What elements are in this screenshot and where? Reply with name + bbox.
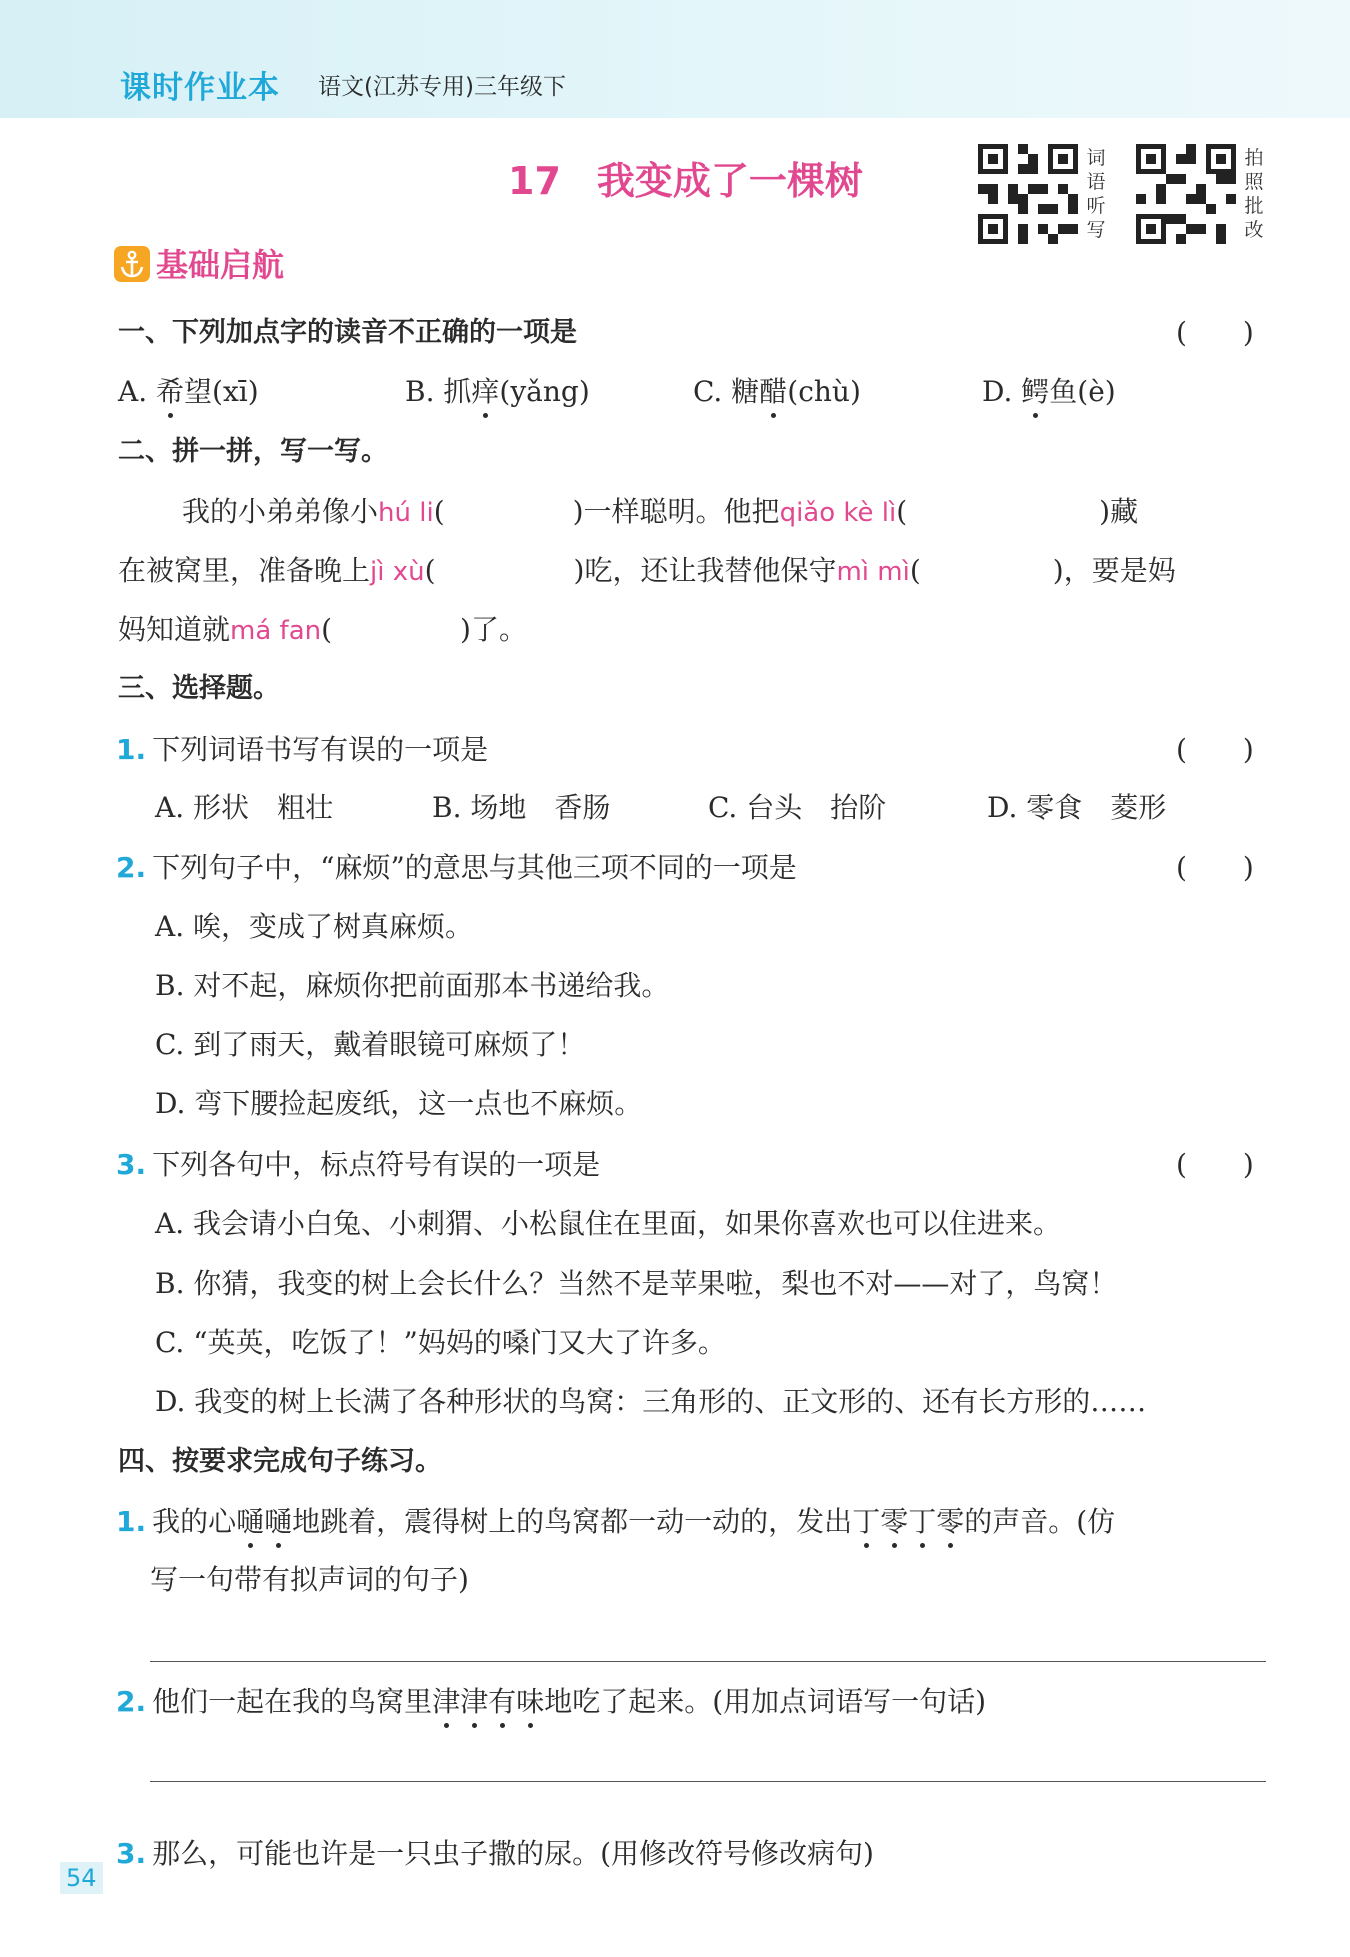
q3-item-1-option-c: C. 台头 抬阶 <box>708 791 887 824</box>
q4-heading: 四、按要求完成句子练习。 <box>118 1446 442 1477</box>
emphasis-char: 嗵 <box>236 1502 264 1542</box>
qr-label-dictation: 词 语 听 写 <box>1086 147 1106 241</box>
emphasis-char: 嗵 <box>264 1502 292 1542</box>
qr-code-icon[interactable] <box>1136 144 1236 244</box>
q3-item-3-option-c: C. “英英，吃饭了！”妈妈的嗓门又大了许多。 <box>155 1326 726 1359</box>
q1-option-b: B. 抓痒(yǎng) <box>405 372 590 412</box>
q1-option-c: C. 糖醋(chù) <box>693 372 861 412</box>
answer-paren-q3-2[interactable]: ( ) <box>1176 851 1254 884</box>
q3-item-3-stem: 3. 下列各句中，标点符号有误的一项是 <box>116 1148 601 1181</box>
anchor-icon <box>114 246 150 282</box>
answer-paren-q3-3[interactable]: ( ) <box>1176 1148 1254 1181</box>
q3-item-3-option-d: D. 我变的树上长满了各种形状的鸟窝：三角形的、正文形的、还有长方形的…… <box>155 1385 1147 1418</box>
emphasis-char: 津 <box>460 1682 488 1722</box>
q3-heading: 三、选择题。 <box>118 673 280 704</box>
q4-item-1: 1. 我的心嗵嗵地跳着，震得树上的鸟窝都一动一动的，发出丁零丁零的声音。(仿 <box>116 1502 1115 1542</box>
emphasis-char: 丁 <box>908 1502 936 1542</box>
page-number: 54 <box>60 1862 103 1894</box>
q2-line-3: 妈知道就má fan( )了。 <box>118 613 527 646</box>
q3-item-2-option-c: C. 到了雨天，戴着眼镜可麻烦了！ <box>155 1028 586 1061</box>
subject-title: 语文(江苏专用)三年级下 <box>318 74 566 100</box>
answer-paren-q1[interactable]: ( ) <box>1176 316 1254 349</box>
lesson-number: 17 <box>508 159 561 203</box>
q3-item-1-option-d: D. 零食 菱形 <box>987 791 1167 824</box>
q3-item-1-option-a: A. 形状 粗壮 <box>155 791 334 824</box>
q3-item-2-option-d: D. 弯下腰捡起废纸，这一点也不麻烦。 <box>155 1087 643 1120</box>
q4-item-2: 2. 他们一起在我的鸟窝里津津有味地吃了起来。(用加点词语写一句话) <box>116 1682 986 1722</box>
q4-item-3: 3. 那么，可能也许是一只虫子撒的尿。(用修改符号修改病句) <box>116 1837 874 1870</box>
q2-line-2: 在被窝里，准备晚上jì xù( )吃，还让我替他保守mì mì( )，要是妈 <box>118 554 1176 587</box>
q3-item-2-option-b: B. 对不起，麻烦你把前面那本书递给我。 <box>155 969 670 1002</box>
emphasis-char: 零 <box>880 1502 908 1542</box>
q3-item-3-option-a: A. 我会请小白兔、小刺猬、小松鼠住在里面，如果你喜欢也可以住进来。 <box>155 1207 1062 1240</box>
q1-option-d: D. 鳄鱼(è) <box>982 372 1116 412</box>
lesson-name: 我变成了一棵树 <box>596 159 863 203</box>
answer-line-q4-2[interactable] <box>150 1781 1266 1782</box>
q3-item-1-option-b: B. 场地 香肠 <box>432 791 611 824</box>
emphasis-char: 味 <box>516 1682 544 1722</box>
q4-item-1-line-2: 写一句带有拟声词的句子) <box>150 1563 469 1596</box>
brand-title: 课时作业本 <box>120 70 280 106</box>
section-title: 基础启航 <box>114 240 284 286</box>
emphasis-char: 零 <box>936 1502 964 1542</box>
answer-paren-q3-1[interactable]: ( ) <box>1176 733 1254 766</box>
q3-item-3-option-b: B. 你猜，我变的树上会长什么？当然不是苹果啦，梨也不对——对了，鸟窝！ <box>155 1267 1118 1300</box>
q3-item-2-option-a: A. 唉，变成了树真麻烦。 <box>155 910 474 943</box>
q1-heading: 一、下列加点字的读音不正确的一项是 <box>118 317 577 348</box>
qr-code-icon[interactable] <box>978 144 1078 244</box>
q2-heading: 二、拼一拼，写一写。 <box>118 436 388 467</box>
emphasis-char: 丁 <box>852 1502 880 1542</box>
q3-item-1-stem: 1. 下列词语书写有误的一项是 <box>116 733 489 766</box>
q1-option-a: A. 希望(xī) <box>118 372 259 412</box>
q2-line-1: 我的小弟弟像小hú li( )一样聪明。他把qiǎo kè lì( )藏 <box>182 495 1139 528</box>
answer-line-q4-1[interactable] <box>150 1661 1266 1662</box>
emphasis-char: 津 <box>432 1682 460 1722</box>
lesson-title <box>508 150 863 205</box>
q3-item-2-stem: 2. 下列句子中，“麻烦”的意思与其他三项不同的一项是 <box>116 851 797 884</box>
emphasis-char: 有 <box>488 1682 516 1722</box>
qr-label-grading: 拍 照 批 改 <box>1244 147 1264 241</box>
